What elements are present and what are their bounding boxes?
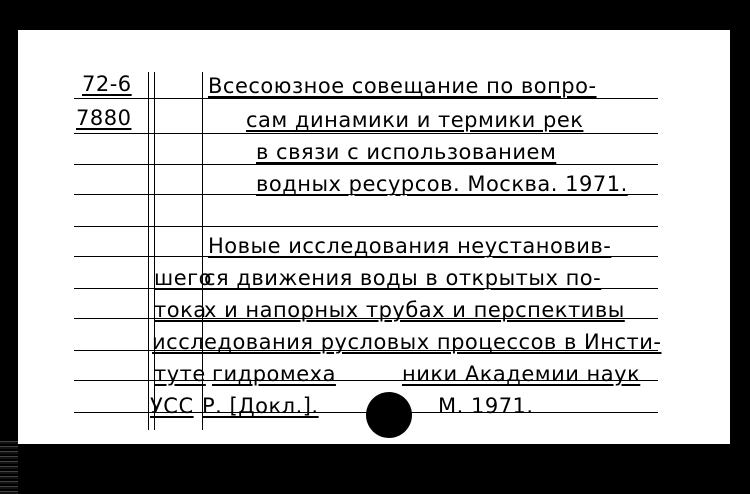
article-line-4-prefix: иссл [152,330,205,354]
scan-edge-strip [0,440,18,494]
ruled-line [74,98,658,99]
article-title-line-1: Новые исследования неустановив- [208,234,612,258]
article-line-2-prefix: шего [154,266,213,290]
publication-place-year: М. 1971. [438,394,534,418]
collection-title-line-3: в связи с использованием [256,140,557,164]
collection-title-line-4: водных ресурсов. Москва. 1971. [256,172,628,196]
collection-title-line-1: Всесоюзное совещание по вопро- [208,74,597,98]
article-title-line-4: едования русловых процессов в Инсти- [204,330,662,354]
ink-stain [366,392,412,438]
call-number-line-2: 7880 [76,106,132,130]
catalog-card [18,30,730,444]
article-title-line-5: гидромеха [212,362,336,386]
article-title-line-6: Р. [Докл.]. [202,394,319,418]
ruled-line [74,226,658,227]
article-line-6-prefix: УСС [150,394,194,418]
call-number-line-1: 72-6 [82,72,132,96]
article-title-line-2: ся движения воды в открытых по- [204,266,602,290]
article-title-line-3: х и напорных трубах и перспективы [204,298,625,322]
ink-speck [364,22,366,27]
article-title-line-5-tail: ники Академии наук [402,362,641,386]
article-line-5-prefix: туте [154,362,206,386]
collection-title-line-2: сам динамики и термики рек [246,108,584,132]
ruled-line [74,133,658,134]
margin-line [148,72,149,430]
ruled-line [74,164,658,165]
article-line-3-prefix: тока [154,298,207,322]
ink-speck [506,20,508,24]
